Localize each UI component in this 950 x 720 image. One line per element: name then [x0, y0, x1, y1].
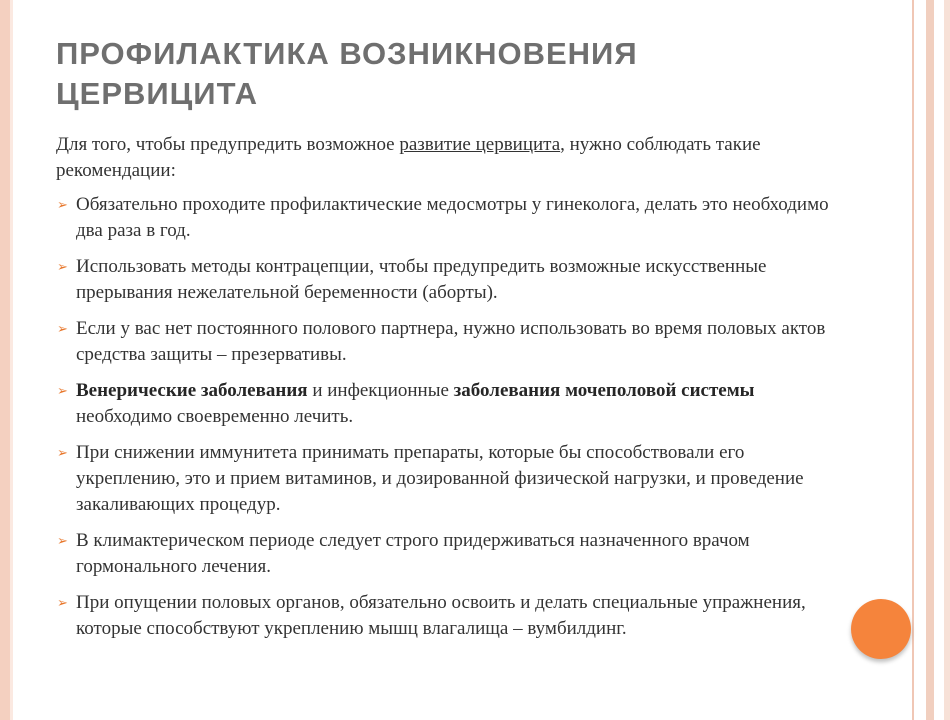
- list-item: [56, 254, 831, 306]
- list-item-text: При снижении иммунитета принимать препараты, которые бы способствовали его укреплению, это и прием витаминов, и дозированной физической нагрузки, и проведение закаливающих процедур.: [76, 442, 804, 515]
- intro-paragraph: [56, 132, 831, 184]
- list-item-text: необходимо своевременно лечить.: [76, 406, 354, 427]
- list-item: [56, 440, 831, 518]
- intro-text-end: , нужно соблюдать такие рекомендации:: [56, 134, 761, 181]
- list-item: [56, 378, 831, 430]
- list-item: [56, 192, 831, 244]
- recommendation-list: [56, 192, 831, 642]
- arrow-bullet-icon: ➢: [57, 198, 68, 213]
- list-item: [56, 528, 831, 580]
- list-item: [56, 590, 831, 642]
- left-border-stripe: [0, 0, 10, 720]
- arrow-bullet-icon: ➢: [57, 534, 68, 549]
- list-item-text: и инфекционные: [307, 380, 454, 401]
- list-item-text: Использовать методы контрацепции, чтобы предупредить возможные искусственные прерывания нежелательной беременности (аборты).: [76, 256, 767, 303]
- list-item-text: При опущении половых органов, обязательно освоить и делать специальные упражнения, которые способствуют укреплению мышц влагалища – вумбилдинг.: [76, 592, 806, 639]
- slide-content: [56, 132, 831, 652]
- list-item: [56, 316, 831, 368]
- left-border-stripe-light: [10, 0, 13, 720]
- slide-title-line-2: ЦЕРВИЦИТА: [56, 76, 258, 111]
- arrow-bullet-icon: ➢: [57, 322, 68, 337]
- list-item-text: Обязательно проходите профилактические медосмотры у гинеколога, делать это необходимо два раза в год.: [76, 194, 829, 241]
- list-item-bold-text: заболевания мочеполовой системы: [453, 380, 755, 401]
- arrow-bullet-icon: ➢: [57, 260, 68, 275]
- slide-title-line-1: ПРОФИЛАКТИКА ВОЗНИКНОВЕНИЯ: [56, 36, 638, 71]
- orange-circle-decoration: [851, 599, 911, 659]
- arrow-bullet-icon: ➢: [57, 446, 68, 461]
- arrow-bullet-icon: ➢: [57, 596, 68, 611]
- list-item-text: Если у вас нет постоянного полового партнера, нужно использовать во время половых актов средства защиты – презервативы.: [76, 318, 826, 365]
- intro-text-start: Для того, чтобы предупредить возможное: [56, 134, 400, 155]
- list-item-bold-text: Венерические заболевания: [76, 380, 308, 401]
- right-border-stripe: [926, 0, 934, 720]
- right-border-stripe-light: [944, 0, 950, 720]
- list-item-text: В климактерическом периоде следует строго придерживаться назначенного врачом гормонального лечения.: [76, 530, 750, 577]
- slide-title: [56, 34, 856, 114]
- right-border-line: [912, 0, 914, 720]
- arrow-bullet-icon: ➢: [57, 384, 68, 399]
- intro-link[interactable]: развитие цервицита: [399, 134, 561, 155]
